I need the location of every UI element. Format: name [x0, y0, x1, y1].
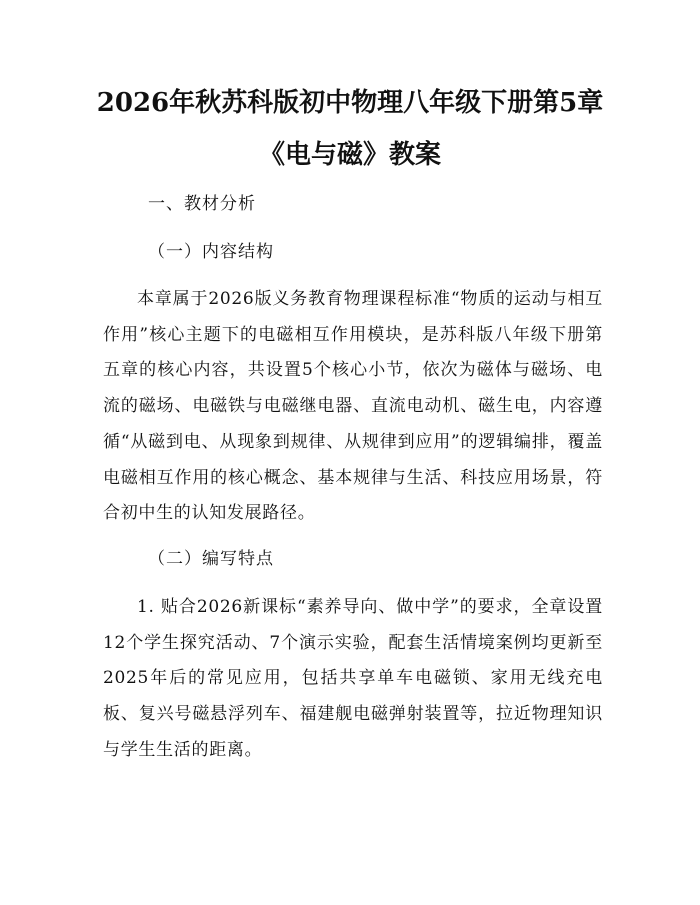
paragraph-writing-features: 1. 贴合2026新课标“素养导向、做中学”的要求，全章设置12个学生探究活动、7个演示实验，配套生活情境案例均更新至2025年后的常见应用，包括共享单车电磁锁、家用无线充电板、复兴号磁悬浮列车、福建舰电磁弹射装置等，拉近物理知识与学生生活的距离。	[103, 597, 603, 760]
paragraph-content-structure: 本章属于2026版义务教育物理课程标准“物质的运动与相互作用”核心主题下的电磁相互作用模块，是苏科版八年级下册第五章的核心内容，共设置5个核心小节，依次为磁体与磁场、电流的磁场、电磁铁与电磁继电器、直流电动机、磁生电，内容遵循“从磁到电、从现象到规律、从规律到应用”的逻辑编排，覆盖电磁相互作用的核心概念、基本规律与生活、科技应用场景，符合初中生的认知发展路径。	[103, 289, 603, 524]
section-heading-textbook-analysis: 一、教材分析	[148, 194, 256, 214]
document-title-line1: 2026年秋苏科版初中物理八年级下册第5章	[96, 88, 604, 118]
subsection-heading-writing-features: （二）编写特点	[148, 549, 274, 569]
document-title-line2: 《电与磁》教案	[258, 140, 441, 170]
subsection-heading-content-structure: （一）内容结构	[148, 242, 274, 262]
